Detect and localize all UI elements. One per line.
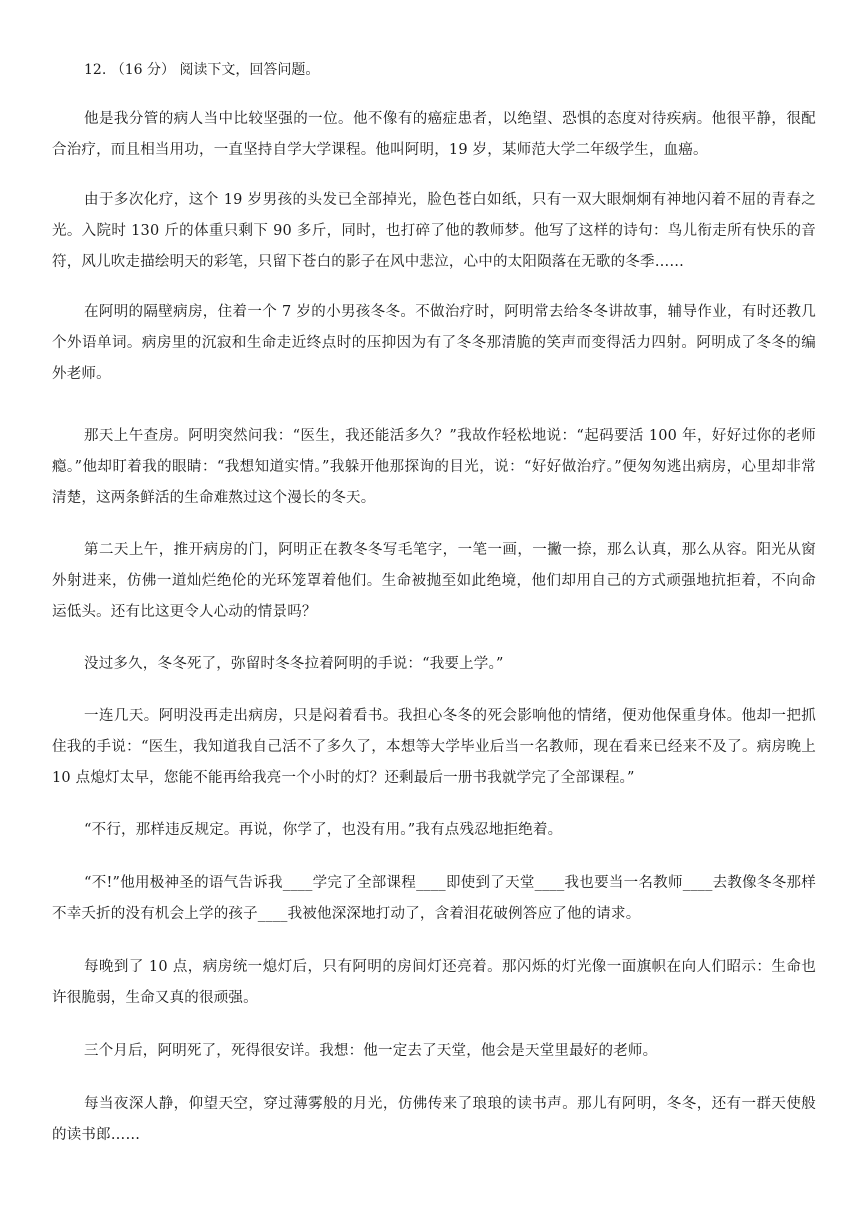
passage-paragraph: “不行，那样违反规定。再说，你学了，也没有用。”我有点残忍地拒绝着。 <box>84 822 563 838</box>
passage-paragraph: 每晚到了 10 点，病房统一熄灯后，只有阿明的房间灯还亮着。那闪烁的灯光像一面旗帜在向人们昭示：生命也许很脆弱，生命又真的很顽强。 <box>52 959 816 1006</box>
passage-paragraph: 没过多久，冬冬死了，弥留时冬冬拉着阿明的手说：“我要上学。” <box>84 656 504 672</box>
passage-paragraph: 第二天上午，推开病房的门，阿明正在教冬冬写毛笔字，一笔一画，一撇一捺，那么认真，那么从容。阳光从窗外射进来，仿佛一道灿烂绝伦的光环笼罩着他们。生命被抛至如此绝境，他们却用自己的方式顽强地抗拒着，不向命运低头。还有比这更令人心动的情景吗？ <box>52 542 816 620</box>
question-number: 12. <box>84 62 107 78</box>
passage-paragraph: 在阿明的隔壁病房，住着一个 7 岁的小男孩冬冬。不做治疗时，阿明常去给冬冬讲故事，辅导作业，有时还教几个外语单词。病房里的沉寂和生命走近终点时的压抑因为有了冬冬那清脆的笑声而变得活力四射。阿明成了冬冬的编外老师。 <box>52 304 816 382</box>
passage-paragraph: 那天上午查房。阿明突然问我：“医生，我还能活多久？”我故作轻松地说：“起码要活 100 年，好好过你的老师瘾。”他却盯着我的眼睛：“我想知道实情。”我躲开他那探询的目光，说：“好好做治疗。”便匆匆逃出病房，心里却非常清楚，这两条鲜活的生命难熬过这个漫长的冬天。 <box>52 428 816 506</box>
passage-paragraph: 三个月后，阿明死了，死得很安详。我想：他一定去了天堂，他会是天堂里最好的老师。 <box>84 1043 658 1059</box>
passage-paragraph: 每当夜深人静，仰望天空，穿过薄雾般的月光，仿佛传来了琅琅的读书声。那儿有阿明，冬冬，还有一群天使般的读书郎…… <box>52 1096 816 1143</box>
question-instruction: 阅读下文，回答问题。 <box>179 62 320 78</box>
question-score: （16 分） <box>110 62 175 78</box>
passage-paragraph: 他是我分管的病人当中比较坚强的一位。他不像有的癌症患者，以绝望、恐惧的态度对待疾病。他很平静，很配合治疗，而且相当用功，一直坚持自学大学课程。他叫阿明，19 岁，某师范大学二年级学生，血癌。 <box>52 111 816 158</box>
question-header <box>84 60 319 80</box>
passage-paragraph: “不!”他用极神圣的语气告诉我____学完了全部课程____即使到了天堂____我也要当一名教师____去教像冬冬那样不幸夭折的没有机会上学的孩子____我被他深深地打动了，含着泪花破例答应了他的请求。 <box>52 875 816 922</box>
passage-paragraph: 一连几天。阿明没再走出病房，只是闷着看书。我担心冬冬的死会影响他的情绪，便劝他保重身体。他却一把抓住我的手说：“医生，我知道我自己活不了多久了，本想等大学毕业后当一名教师，现在看来已经来不及了。病房晚上 10 点熄灯太早，您能不能再给我亮一个小时的灯？还剩最后一册书我就学完了全部课程。” <box>52 708 816 786</box>
passage-paragraph: 由于多次化疗，这个 19 岁男孩的头发已全部掉光，脸色苍白如纸，只有一双大眼炯炯有神地闪着不屈的青春之光。入院时 130 斤的体重只剩下 90 多斤，同时，也打碎了他的教师梦。他写了这样的诗句：鸟儿衔走所有快乐的音符，风儿吹走描绘明天的彩笔，只留下苍白的影子在风中悲泣，心中的太阳陨落在无歌的冬季…… <box>52 192 816 270</box>
